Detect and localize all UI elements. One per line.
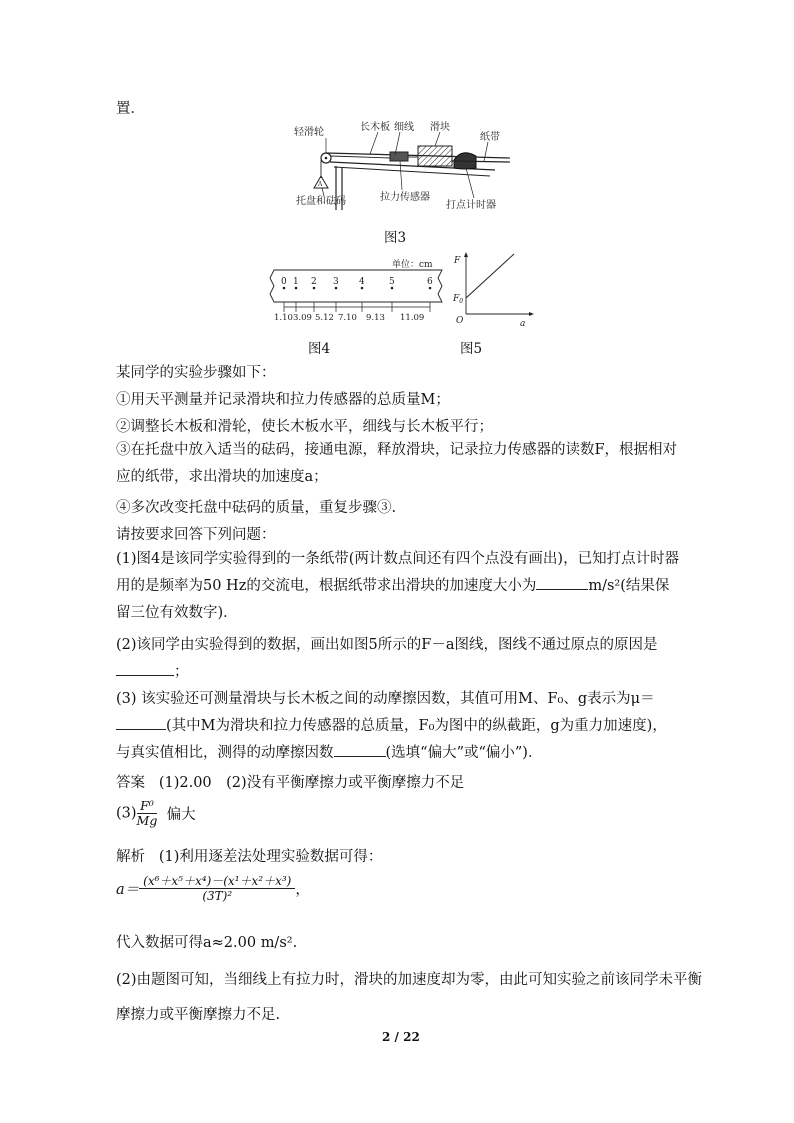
question-intro: 请按要求回答下列问题： — [116, 527, 276, 543]
step-2: ②调整长木板和滑轮，使长木板水平，细线与长木板平行； — [116, 419, 493, 435]
figure-3-apparatus — [290, 118, 520, 214]
tape-point-1: 1 — [293, 277, 299, 287]
slider-block-icon — [418, 146, 452, 166]
tape-points — [283, 287, 432, 290]
tape-point-5: 5 — [389, 277, 395, 287]
question-1: (1)图4是该同学实验得到的一条纸带(两计数点间还有四个点没有画出)，已知打点计时器用的是频率为50 Hz的交流电，根据纸带求出滑块的加速度大小为 m/s²(结果保留三位有效数字)． — [116, 551, 680, 621]
tape-unit: 单位：cm — [392, 260, 433, 270]
question-2: (2)该同学由实验得到的数据，画出如图5所示的F－a图线，图线不通过原点的原因是 ； — [116, 637, 658, 680]
label-pulley: 轻滑轮 — [294, 127, 324, 138]
tape-point-4: 4 — [359, 277, 365, 287]
tape-dist-6: 11.09 — [400, 313, 425, 322]
tape-dist-2: 3.09 — [293, 313, 312, 322]
tape-dist-3: 5.12 — [315, 313, 334, 322]
intercept-F0: $F_0$ — [453, 294, 464, 305]
tape-point-0: 0 — [281, 277, 287, 287]
tape-dist-5: 9.13 — [366, 313, 385, 322]
answer-line-1: 答案 (1)2.00 (2)没有平衡摩擦力或平衡摩擦力不足 — [116, 775, 465, 791]
label-slider: 滑块 — [430, 122, 450, 133]
label-string: 细线 — [394, 122, 414, 133]
top-line: 置． — [116, 101, 145, 117]
answer-blank-1[interactable] — [536, 577, 588, 590]
step-1: ①用天平测量并记录滑块和拉力传感器的总质量M； — [116, 392, 450, 408]
origin-O: O — [456, 316, 464, 326]
page-number: 2 / 22 — [382, 1030, 420, 1044]
formula-fraction: $\frac{\text{(x⁶＋x⁵＋x⁴)－(x¹＋x²＋x³)}}{\text{(3T)²}}$ — [139, 874, 295, 903]
label-board: 长木板 — [360, 122, 390, 133]
step-3: ③在托盘中放入适当的砝码，接通电源，释放滑块，记录拉力传感器的读数F，根据相对应的纸带，求出滑块的加速度a； — [116, 442, 678, 485]
label-tray: 托盘和砝码 — [296, 196, 346, 207]
fig5-caption: 图5 — [460, 341, 483, 357]
figure-5-graph — [450, 250, 536, 330]
steps-intro: 某同学的实验步骤如下： — [116, 365, 276, 381]
force-sensor-icon — [390, 152, 408, 161]
fa-line — [466, 254, 514, 298]
axis-a: a — [520, 319, 526, 329]
answer-fraction: $\frac{\text{F⁰}}{Mg}$ — [136, 798, 158, 828]
analysis-line-3b: 摩擦力或平衡摩擦力不足. — [116, 1007, 281, 1023]
tape-dist-1: 1.10 — [274, 313, 293, 322]
tape-dist-4: 7.10 — [338, 313, 357, 322]
analysis-line-1: 解析 (1)利用逐差法处理实验数据可得： — [116, 849, 383, 865]
tape-point-6: 6 — [427, 277, 433, 287]
answer-blank-2[interactable] — [116, 663, 174, 676]
figure-4-tape — [266, 256, 446, 322]
answer-blank-3[interactable] — [116, 717, 166, 730]
step-4: ④多次改变托盘中砝码的质量，重复步骤③. — [116, 500, 397, 516]
tape-point-3: 3 — [333, 277, 339, 287]
formula: a＝ $\frac{\text{(x⁶＋x⁵＋x⁴)－(x¹＋x²＋x³)}}{\text{(3T)²}}$ ， — [116, 874, 310, 903]
analysis-line-3a: (2)由题图可知，当细线上有拉力时，滑块的加速度却为零，由此可知实验之前该同学未平衡 — [116, 972, 703, 988]
analysis-line-2: 代入数据可得a≈2.00 m/s². — [116, 935, 298, 951]
label-tape: 纸带 — [480, 132, 500, 143]
question-3: (3) 该实验还可测量滑块与长木板之间的动摩擦因数，其值可用M、F₀、g表示为μ＝ (其中M为滑块和拉力传感器的总质量，F₀为图中的纵截距，g为重力加速度)，与真实值相比，测得的动摩擦因数 (选填“偏大”或“偏小”)． — [116, 691, 667, 761]
analysis-label: 解析 — [116, 849, 145, 865]
label-timer: 打点计时器 — [446, 200, 496, 211]
fig4-caption: 图4 — [308, 341, 331, 357]
answer-label: 答案 — [116, 775, 145, 791]
tape-point-2: 2 — [311, 277, 317, 287]
answer-blank-4[interactable] — [334, 744, 386, 757]
fig3-caption: 图3 — [384, 230, 407, 246]
svg-text:A: A — [318, 181, 323, 188]
label-sensor: 拉力传感器 — [380, 192, 430, 203]
axis-F: F — [454, 256, 461, 266]
answer-line-2: (3) $\frac{\text{F⁰}}{Mg}$ 偏大 — [116, 798, 196, 828]
